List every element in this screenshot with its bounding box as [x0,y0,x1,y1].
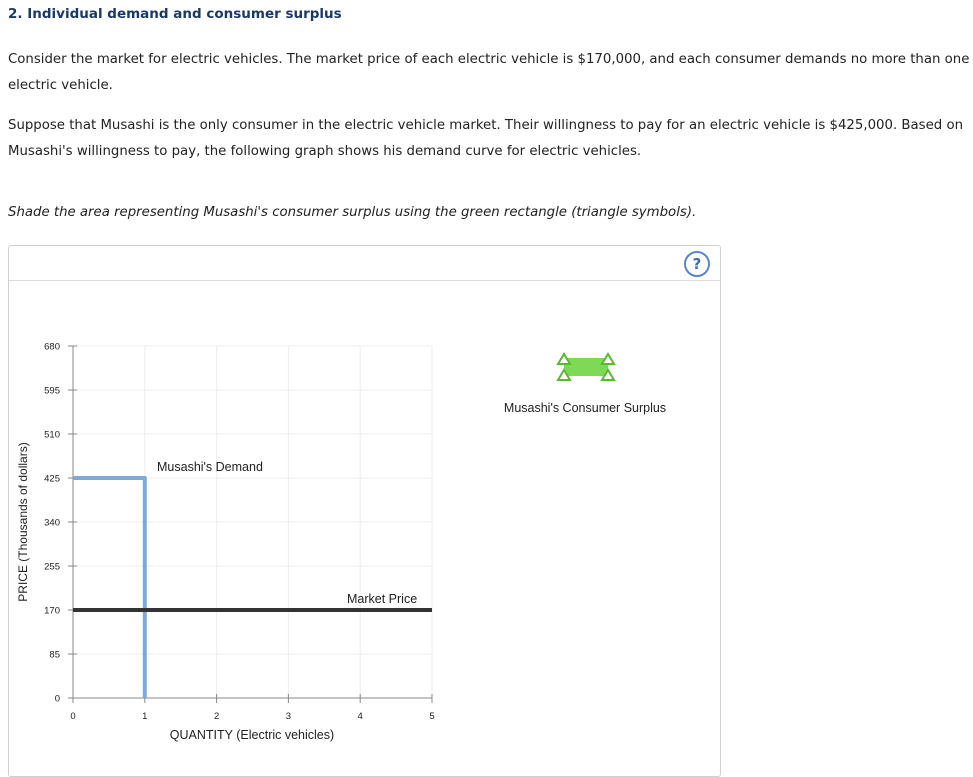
y-tick-label: 0 [54,693,60,705]
y-tick-label: 340 [44,517,60,529]
help-button[interactable]: ? [684,251,710,277]
green-rectangle-icon[interactable] [564,358,608,376]
market-price-label: Market Price [347,592,418,606]
willingness-description: Suppose that Musashi is the only consumer in the electric vehicle market. Their willingness to pay for an electric vehicle is $425,000. Based on Musashi's willingness to pay, the following graph shows his demand curve for electric vehicles. [8,118,964,159]
shading-instruction: Shade the area representing Musashi's consumer surplus using the green rectangle (triangle symbols). [8,205,697,220]
y-tick-label: 255 [44,561,60,573]
y-tick-label: 510 [44,429,60,441]
x-axis-label: QUANTITY (Electric vehicles) [169,728,335,742]
demand-curve-label: Musashi's Demand [157,460,263,474]
chart-ticks [44,342,435,723]
legend-label: Musashi's Consumer Surplus [503,401,667,415]
x-tick-label: 1 [142,711,148,722]
y-tick-label: 85 [49,649,60,661]
y-tick-label: 425 [44,473,60,485]
chart-grid [73,346,432,698]
question-title: 2. Individual demand and consumer surplus [8,6,342,22]
y-tick-label: 170 [44,605,60,617]
market-description: Consider the market for electric vehicles. The market price of each electric vehicle is $170,000, and each consumer demands no more than one electric vehicle. [8,52,970,93]
y-tick-label: 680 [44,341,60,353]
y-tick-label: 595 [44,385,60,397]
y-axis-label: PRICE (Thousands of dollars) [16,442,30,602]
musashi-demand-curve[interactable] [73,478,145,698]
x-tick-label: 3 [285,711,292,722]
x-tick-label: 0 [70,711,76,722]
x-tick-label: 2 [213,711,220,722]
x-tick-label: 5 [429,711,435,722]
chart-series [73,478,432,698]
x-tick-label: 4 [357,711,363,722]
consumer-surplus-rectangle-tool[interactable] [558,354,614,380]
